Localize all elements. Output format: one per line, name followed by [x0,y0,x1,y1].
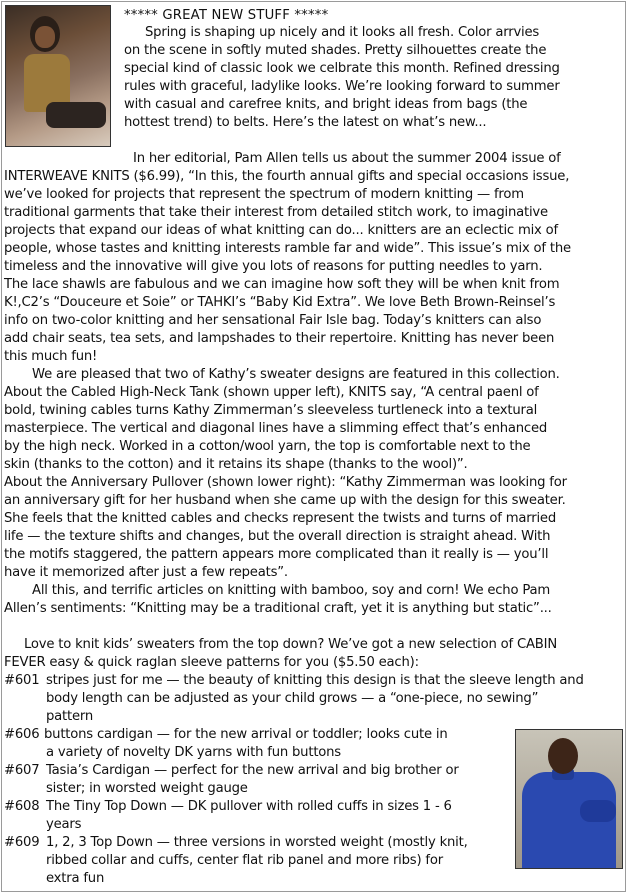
kathy-line: by the high neck. Worked in a cotton/wool yarn, the top is comfortable next to the [4,439,531,454]
kathy-line: About the Cabled High-Neck Tank (shown upper left), KNITS say, “A central paenl of [4,385,539,400]
interweave-line: K!,C2’s “Douceure et Soie” or TAHKI’s “Baby Kid Extra”. We love Beth Brown-Reinsel’s [4,295,556,310]
intro-line: Spring is shaping up nicely and it looks all fresh. Color arrvies [145,25,540,40]
pattern-desc: ribbed collar and cuffs, center flat rib panel and more ribs) for [46,853,443,868]
cabin-fever-line: FEVER easy & quick raglan sleeve patterns for you ($5.50 each): [4,655,419,670]
pattern-desc: body length can be adjusted as your child grows — a “one-piece, no sewing” [46,691,539,706]
pattern-desc: years [46,817,82,832]
kathy-line: masterpiece. The vertical and diagonal lines have a slimming effect that’s enhanced [4,421,548,436]
interweave-line: The lace shawls are fabulous and we can imagine how soft they will be when knit from [4,277,560,292]
pattern-desc: stripes just for me — the beauty of knitting this design is that the sleeve length and [46,673,584,688]
pattern-desc: pattern [46,709,94,724]
pattern-desc: The Tiny Top Down — DK pullover with rolled cuffs in sizes 1 - 6 [46,799,452,814]
pattern-desc: 1, 2, 3 Top Down — three versions in worsted weight (mostly knit, [46,835,468,850]
photo-anniversary-pullover [515,729,623,869]
kathy-line: She feels that the knitted cables and checks represent the twists and turns of married [4,511,556,526]
intro-line: with casual and carefree knits, and bright ideas from bags (the [124,97,528,112]
pattern-desc: Tasia’s Cardigan — perfect for the new arrival and big brother or [46,763,459,778]
pattern-desc: buttons cardigan — for the new arrival or toddler; looks cute in [44,727,448,742]
kathy-line: have it memorized after just a few repeats”. [4,565,288,580]
pattern-code: #608 [4,799,40,814]
kathy-line: bold, twining cables turns Kathy Zimmerman’s sleeveless turtleneck into a textural [4,403,538,418]
interweave-line: INTERWEAVE KNITS ($6.99), “In this, the fourth annual gifts and special occasions issue, [4,169,570,184]
pattern-desc: extra fun [46,871,105,886]
kathy-line: We are pleased that two of Kathy’s sweater designs are featured in this collection. [32,367,560,382]
pattern-code: #601 [4,673,40,688]
intro-line: special kind of classic look we celbrate this month. Refined dressing [124,61,560,76]
interweave-line: In her editorial, Pam Allen tells us about the summer 2004 issue of [133,151,561,166]
interweave-line: info on two-color knitting and her sensational Fair Isle bag. Today’s knitters can also [4,313,542,328]
kathy-line: skin (thanks to the cotton) and it retains its shape (thanks to the wool)”. [4,457,468,472]
kathy-line: an anniversary gift for her husband when she came up with the design for this sweater. [4,493,566,508]
pattern-desc: sister; in worsted weight gauge [46,781,248,796]
kathy-line: Allen’s sentiments: “Knitting may be a traditional craft, yet it is anything but static”... [4,601,552,616]
intro-line: rules with graceful, ladylike looks. We’re looking forward to summer [124,79,560,94]
kathy-line: the motifs staggered, the pattern appears more complicated than it really is — you’ll [4,547,549,562]
cabin-fever-line: Love to knit kids’ sweaters from the top down? We’ve got a new selection of CABIN [24,637,557,652]
kathy-line: life — the texture shifts and changes, but the overall direction is straight ahead. With [4,529,551,544]
interweave-line: traditional garments that take their interest from detailed stitch work, to imaginative [4,205,548,220]
pattern-code: #609 [4,835,40,850]
interweave-line: people, whose tastes and knitting interests ramble far and wide”. This issue’s mix of the [4,241,571,256]
intro-line: on the scene in softly muted shades. Pretty silhouettes create the [124,43,547,58]
model-face [35,26,55,48]
interweave-line: projects that expand our ideas of what knitting can do... knitters are an eclectic mix of [4,223,558,238]
interweave-line: we’ve looked for projects that represent the spectrum of modern knitting — from [4,187,524,202]
photo-cabled-high-neck-tank [5,5,111,147]
page-title: ***** GREAT NEW STUFF ***** [124,8,329,23]
pattern-desc: a variety of novelty DK yarns with fun buttons [46,745,341,760]
pullover-arm [580,800,616,822]
kathy-line: About the Anniversary Pullover (shown lower right): “Kathy Zimmerman was looking for [4,475,567,490]
model-legs [46,102,106,128]
interweave-line: add chair seats, tea sets, and lampshades to their repertoire. Knitting has never been [4,331,555,346]
interweave-line: this much fun! [4,349,98,364]
kathy-line: All this, and terrific articles on knitting with bamboo, soy and corn! We echo Pam [32,583,551,598]
pattern-code: #606 [4,727,40,742]
interweave-line: timeless and the innovative will give you lots of reasons for putting needles to yarn. [4,259,543,274]
intro-line: hottest trend) to belts. Here’s the latest on what’s new... [124,115,487,130]
pattern-code: #607 [4,763,40,778]
model-head [548,738,578,774]
